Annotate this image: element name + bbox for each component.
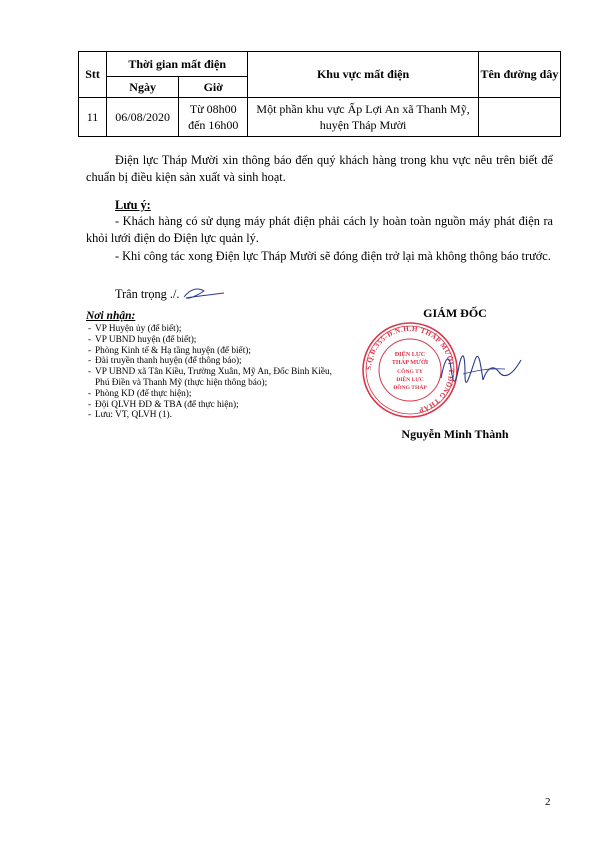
seal-ring-text: S.Q.Đ.355-Đ.N.H.H THÁP MƯỜI-T.ĐỒNG THÁP bbox=[364, 324, 456, 415]
table-header-row bbox=[79, 52, 561, 77]
outage-table bbox=[78, 51, 561, 137]
cell-line-name bbox=[478, 98, 560, 137]
note-item-1: - Khách hàng có sử dụng máy phát điện phải cách ly hoàn toàn nguồn máy phát điện ra khỏi lưới điện do Điện lực quản lý. bbox=[86, 214, 553, 245]
signer-title: GIÁM ĐỐC bbox=[423, 306, 487, 320]
signer-name: Nguyễn Minh Thành bbox=[401, 427, 509, 441]
list-item: - Lưu: VT, QLVH (1). bbox=[88, 410, 172, 421]
director-signature bbox=[435, 338, 525, 408]
note-item-2: - Khi công tác xong Điện lực Tháp Mười sẽ đóng điện trở lại mà không thông báo trước. bbox=[115, 249, 551, 263]
seal-line-4: ĐIỆN LỰC bbox=[396, 377, 424, 383]
notice-paragraph: Điện lực Tháp Mười xin thông báo đến quý khách hàng trong khu vực nêu trên biết để chuẩn bị điều kiện sản xuất và sinh hoạt. bbox=[86, 153, 553, 184]
initial-signature bbox=[180, 283, 228, 303]
time-start: Từ 08h00 bbox=[189, 102, 237, 116]
time-end: đến 16h00 bbox=[188, 118, 239, 132]
closing-text: Trân trọng ./. bbox=[115, 287, 180, 301]
cell-stt: 11 bbox=[79, 98, 107, 137]
recipients-title: Nơi nhận: bbox=[86, 310, 136, 322]
header-area: Khu vực mất điện bbox=[248, 52, 478, 98]
header-line-name: Tên đường dây bbox=[478, 52, 560, 98]
list-item: - Phòng KD (để thực hiện); bbox=[88, 388, 192, 399]
list-item: - VP Huyện ủy (để biết); bbox=[88, 324, 182, 334]
list-item: - Đội QLVH ĐD & TBA (để thực hiện); bbox=[88, 399, 239, 410]
table-row bbox=[79, 98, 561, 137]
list-item: - VP UBND huyện (để biết); bbox=[88, 334, 197, 345]
note-title bbox=[86, 197, 553, 214]
seal-line-3: CÔNG TY bbox=[397, 369, 423, 375]
list-item: - Phòng Kinh tế & Hạ tầng huyện (để biết); bbox=[88, 345, 251, 356]
header-hour: Giờ bbox=[179, 77, 248, 98]
header-stt: Stt bbox=[79, 52, 107, 98]
list-item: - VP UBND xã Tân Kiều, Trường Xuân, Mỹ An, Đốc Binh Kiều, Phú Điền và Thanh Mỹ (thực hiện thông báo); bbox=[88, 367, 332, 388]
cell-time bbox=[179, 98, 248, 137]
header-date: Ngày bbox=[107, 77, 179, 98]
note-title-text: Lưu ý: bbox=[115, 198, 151, 212]
recipients-list bbox=[86, 324, 346, 421]
seal-line-5: ĐỒNG THÁP bbox=[393, 385, 427, 391]
list-item: - Đài truyền thanh huyện (để thông báo); bbox=[88, 356, 242, 367]
page-number: 2 bbox=[545, 796, 551, 808]
seal-line-2: THÁP MƯỜI bbox=[391, 359, 429, 366]
header-time-group: Thời gian mất điện bbox=[107, 52, 248, 77]
seal-line-1: ĐIỆN LỰC bbox=[394, 351, 426, 358]
cell-area: Một phần khu vực Ấp Lợi An xã Thanh Mỹ, huyện Tháp Mười bbox=[248, 98, 478, 137]
cell-date: 06/08/2020 bbox=[107, 98, 179, 137]
